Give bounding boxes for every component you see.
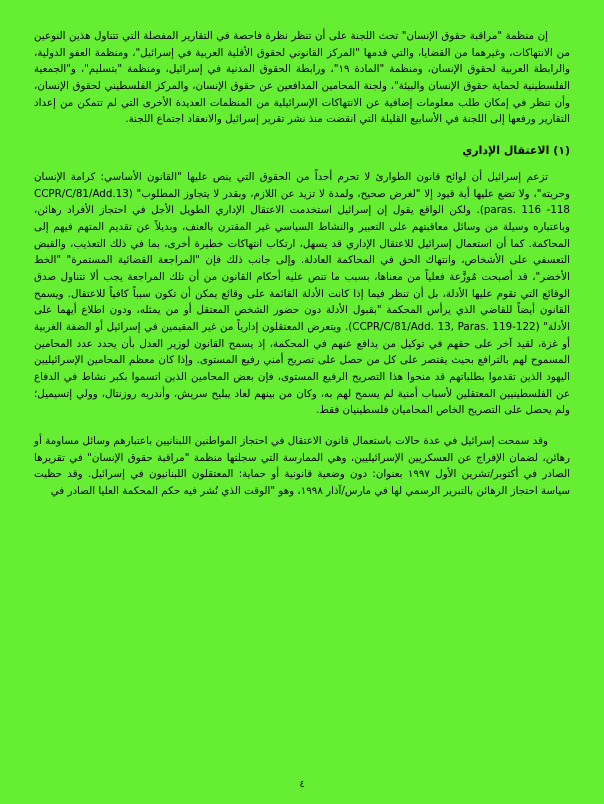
section-heading-administrative-detention: (١) الاعتقال الإداري — [462, 144, 570, 158]
page-number: ٤ — [299, 779, 305, 790]
document-body — [34, 28, 570, 500]
paragraph-intro: إن منظمة "مراقبة حقوق الإنسان" تحث اللجنة على أن تنظر نظرة فاحصة في التقارير المفصلة التي تتناول هذين النوعين من الانتهاكات، وغيرهما من القضايا، والتي قدمها "المركز القانوني لحقوق الأقلية العربية في إسرائيل"، ومنظمة العفو الدولية، والرابطة العربية لحقوق الإنسان، ومنظمة "المادة ١٩"، ورابطة الحقوق المدنية في إسرائيل، ومنظمة "بتسليم"، و"الجمعية الفلسطينية لحماية حقوق الإنسان والبيئة"، ولجنة المحامين المدافعين عن حقوق الإنسان، والمركز الفلسطيني لحقوق الإنسان، وأن تنظر في إمكان طلب معلومات إضافية عن الانتهاكات الإسرائيلية من المنظمات العديدة الأخرى التي لم تتمكن من إعداد التقارير ورفعها إلى اللجنة في الأسابيع القليلة التي انقضت منذ نشر تقرير إسرائيل والانعقاد اجتماع اللجنة. — [34, 30, 571, 126]
paragraph-administrative-detention: تزعم إسرائيل أن لوائح قانون الطوارئ لا تحرم أحداً من الحقوق التي ينص عليها "القانون الأساسي: كرامة الإنسان وحريته"، ولا تضع عليها أية قيود إلا "لغرض صحيح، ولمدة لا تزيد عن اللازم، وبقدر لا يتجاوز المطلوب" (CCPR/C/81/Add.13 paras. 116 -118). ولكن الواقع يقول إن إسرائيل استخدمت الاعتقال الإداري الطويل الأجل في احتجاز الأفراد رهائن، وباعتباره وسيلة من وسائل معاقبتهم على التعبير والنشاط السياسي غير المقترن بالعنف، وبديلاً عن تقديم المتهم فيهم إلى المحاكمة. كما أن استعمال إسرائيل للاعتقال الإداري قد يسهل، ارتكاب انتهاكات خطيرة أخرى، بما في ذلك التعذيب، والقبض التعسفي على الأشخاص، وانتهاك الحق في المحاكمة العادلة. وإلى جانب ذلك فإن "المراجعة القضائية المستمرة" "الخط الأخضر"، قد أصبحت مُوزَّعة فعلياً من معناها، بسبب ما تنص عليه أحكام القانون من أن تلك المراجعة يجب ألا تتناول صدق الوقائع التي تقوم عليها الأدلة، بل أن تنظر فيما إذا كانت الأدلة القائمة على وقائع يمكن أن تكون سبباً كافياً للاعتقال. ويسمح القانون أيضاً للقاضي الذي يرأس المحكمة "بقبول الأدلة دون حضور الشخص المعتقل أو من يمثله، ودون اطلاع أيهما على الأدلة" (CCPR/C/81/Add. 13, Paras. 119-122). ويتعرض المعتقلون إدارياً من غير المقيمين في إسرائيل أو الضفة الغربية أو غزة، لقيد آخر على حقهم في توكيل من يدافع عنهم في المحكمة، إذ يسمح القانون لوزير العدل بأن يحدد عدد المحامين المسموح لهم بالترافع بحيث يقتصر على كل من حصل على تصريح أمني رفيع المستوى. وإذا كان معظم المحامين الإسرائيليين اليهود الذين تقدموا بطلباتهم قد منحوا هذا التصريح الرفيع المستوى، فإن بعض المحامين الذين اتسموا بكبر نشاط في الدفاع عن الفلسطينيين المعتقلين لأسباب أمنية لم يسمح لهم به، وكان من بينهم لعاد يبليح سريش، وأندريه روزنتال، وولي إتسيميل؛ ولم يحصل على التصريح الخاص المحاميان فلسطينيان فقط. — [34, 170, 570, 417]
paragraph-lebanese-detainees: وقد سمحت إسرائيل في عدة حالات باستعمال قانون الاعتقال في احتجاز المواطنين اللبنانيين باعتبارهم وسائل مساومة أو رهائن، لضمان الإفراج عن العسكريين الإسرائيليين، وهي الممارسة التي سجلتها منظمة "مراقبة حقوق الإنسان" في تقريرها الصادر في أكتوبر/تشرين الأول ١٩٩٧ بعنوان: دون وضعية قانونية أو حماية: المعتقلون اللبنانيون في إسرائيل. وقد حظيت سياسة احتجاز الرهائن بالتبرير الرسمي لها في مارس/آذار ١٩٩٨، وهو "الوقت الذي نُشر فيه حكم المحكمة العليا الصادر في — [34, 434, 570, 497]
